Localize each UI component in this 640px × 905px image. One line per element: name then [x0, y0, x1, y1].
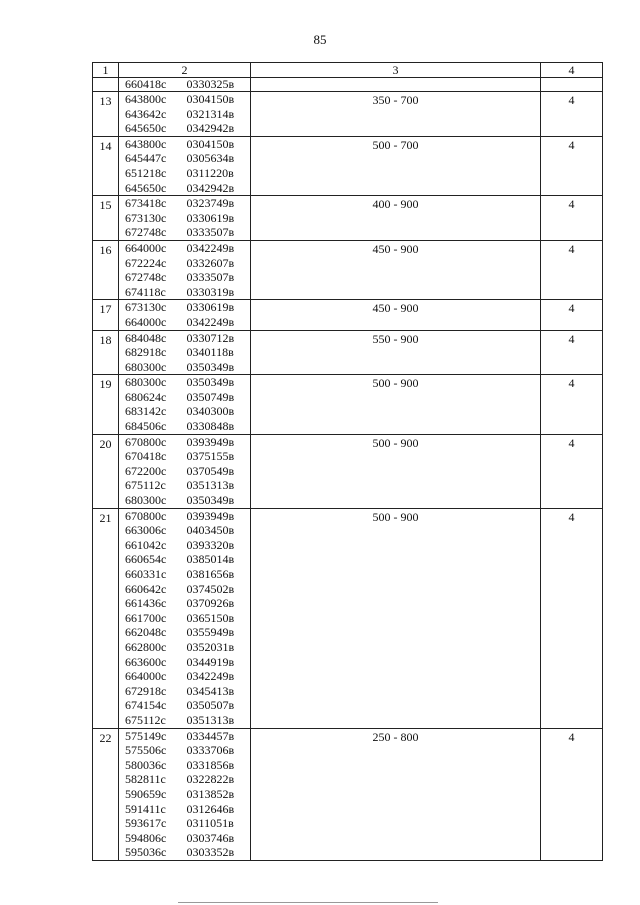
- row-number: 21: [93, 508, 119, 728]
- coordinate-pair: [125, 196, 250, 211]
- latitude-value: 595036с: [125, 845, 167, 860]
- longitude-value: 0323749в: [186, 196, 235, 211]
- row-number: 22: [93, 728, 119, 860]
- coordinate-pair: [125, 256, 250, 271]
- coordinate-pair: [125, 449, 250, 464]
- row-number: 16: [93, 240, 119, 299]
- coordinate-pair: [125, 375, 250, 390]
- coordinates-cell: [119, 728, 251, 860]
- latitude-value: 575149с: [125, 728, 167, 743]
- table-header-row: [93, 63, 603, 78]
- latitude-value: 643800с: [125, 92, 167, 106]
- latitude-value: 663600с: [125, 654, 167, 669]
- longitude-value: 0330848в: [186, 419, 235, 434]
- table-row: [93, 136, 603, 195]
- class-value: 4: [541, 375, 603, 434]
- longitude-value: 0345413в: [186, 683, 235, 698]
- latitude-value: 663006с: [125, 523, 167, 538]
- longitude-value: 0344919в: [186, 654, 235, 669]
- longitude-value: 0385014в: [186, 552, 235, 567]
- longitude-value: 0342249в: [186, 314, 235, 329]
- coordinates-cell: [119, 300, 251, 330]
- class-value: 4: [541, 196, 603, 241]
- latitude-value: 680300с: [125, 493, 167, 508]
- longitude-value: 0313852в: [186, 786, 235, 801]
- class-value: [541, 78, 603, 92]
- latitude-value: 643642с: [125, 106, 167, 121]
- longitude-value: 0342249в: [186, 669, 235, 684]
- row-number: 14: [93, 136, 119, 195]
- longitude-value: 0333706в: [186, 743, 235, 758]
- depth-range: 450 - 900: [251, 300, 541, 330]
- latitude-value: 582811с: [125, 772, 166, 787]
- coordinate-pair: [125, 640, 250, 655]
- latitude-value: 664000с: [125, 314, 167, 329]
- longitude-value: 0355949в: [186, 625, 235, 640]
- class-value: 4: [541, 300, 603, 330]
- coordinate-pair: [125, 435, 250, 450]
- coordinate-pair: [125, 596, 250, 611]
- column-header: 3: [251, 63, 541, 78]
- coordinate-pair: [125, 211, 250, 226]
- coordinates-cell: [119, 508, 251, 728]
- coordinate-pair: [125, 582, 250, 597]
- coordinate-pair: [125, 270, 250, 285]
- longitude-value: 0365150в: [186, 610, 235, 625]
- table-row: [93, 78, 603, 92]
- latitude-value: 591411с: [125, 801, 166, 816]
- latitude-value: 575506с: [125, 743, 167, 758]
- column-header: 1: [93, 63, 119, 78]
- coordinate-pair: [125, 611, 250, 626]
- coordinate-pair: [125, 315, 250, 330]
- coordinate-pair: [125, 684, 250, 699]
- coordinate-pair: [125, 166, 250, 181]
- depth-range: 250 - 800: [251, 728, 541, 860]
- latitude-value: 682918с: [125, 345, 167, 360]
- coordinate-pair: [125, 345, 250, 360]
- depth-range: 350 - 700: [251, 92, 541, 137]
- longitude-value: 0330712в: [186, 330, 235, 345]
- coordinate-pair: [125, 181, 250, 196]
- latitude-value: 661700с: [125, 610, 167, 625]
- coordinate-pair: [125, 478, 250, 493]
- latitude-value: 645650с: [125, 180, 167, 195]
- longitude-value: 0351313в: [186, 478, 235, 493]
- latitude-value: 680624с: [125, 389, 167, 404]
- latitude-value: 680300с: [125, 359, 167, 374]
- row-number: 19: [93, 375, 119, 434]
- column-header: 2: [119, 63, 251, 78]
- latitude-value: 664000с: [125, 669, 167, 684]
- longitude-value: 0374502в: [186, 581, 235, 596]
- longitude-value: 0350349в: [186, 375, 235, 390]
- latitude-value: 672224с: [125, 255, 167, 270]
- latitude-value: 674118с: [125, 284, 166, 299]
- coordinates-cell: [119, 78, 251, 92]
- longitude-value: 0304150в: [186, 92, 235, 106]
- latitude-value: 660642с: [125, 581, 167, 596]
- latitude-value: 670800с: [125, 434, 167, 449]
- class-value: 4: [541, 136, 603, 195]
- depth-range: 550 - 900: [251, 330, 541, 375]
- depth-range: 500 - 900: [251, 508, 541, 728]
- coordinates-cell: [119, 434, 251, 508]
- coordinates-cell: [119, 240, 251, 299]
- latitude-value: 660654с: [125, 552, 167, 567]
- table-body: [93, 78, 603, 861]
- latitude-value: 675112с: [125, 712, 166, 727]
- coordinate-pair: [125, 493, 250, 508]
- longitude-value: 0334457в: [186, 728, 235, 743]
- longitude-value: 0393949в: [186, 508, 235, 523]
- coordinate-pair: [125, 729, 250, 744]
- latitude-value: 594806с: [125, 830, 167, 845]
- longitude-value: 0312646в: [186, 801, 235, 816]
- coordinate-pair: [125, 404, 250, 419]
- coordinate-pair: [125, 787, 250, 802]
- class-value: 4: [541, 92, 603, 137]
- latitude-value: 662800с: [125, 639, 167, 654]
- row-number: [93, 78, 119, 92]
- longitude-value: 0381656в: [186, 567, 235, 581]
- coordinate-pair: [125, 509, 250, 524]
- longitude-value: 0330619в: [186, 300, 235, 315]
- coordinate-pair: [125, 698, 250, 713]
- coordinate-pair: [125, 464, 250, 479]
- row-number: 20: [93, 434, 119, 508]
- longitude-value: 0330325в: [186, 77, 235, 91]
- table-row: [93, 92, 603, 137]
- latitude-value: 662048с: [125, 625, 167, 640]
- depth-range: 500 - 900: [251, 434, 541, 508]
- table-row: [93, 300, 603, 330]
- latitude-value: 672748с: [125, 270, 167, 285]
- class-value: 4: [541, 240, 603, 299]
- table-row: [93, 240, 603, 299]
- depth-range: [251, 78, 541, 92]
- longitude-value: 0403450в: [186, 523, 235, 538]
- depth-range: 400 - 900: [251, 196, 541, 241]
- latitude-value: 661042с: [125, 537, 167, 552]
- latitude-value: 674154с: [125, 698, 167, 713]
- latitude-value: 673418с: [125, 196, 167, 211]
- longitude-value: 0352031в: [186, 639, 235, 654]
- coordinate-pair: [125, 360, 250, 375]
- table-row: [93, 508, 603, 728]
- coordinate-pair: [125, 802, 250, 817]
- coordinates-cell: [119, 92, 251, 137]
- longitude-value: 0311220в: [186, 165, 234, 180]
- depth-range: 450 - 900: [251, 240, 541, 299]
- coordinate-pair: [125, 845, 250, 860]
- coordinate-pair: [125, 772, 250, 787]
- table-row: [93, 196, 603, 241]
- coordinate-pair: [125, 107, 250, 122]
- page-bottom-rule: [178, 902, 438, 903]
- longitude-value: 0304150в: [186, 136, 235, 151]
- depth-range: 500 - 900: [251, 375, 541, 434]
- latitude-value: 672200с: [125, 463, 167, 478]
- latitude-value: 590659с: [125, 786, 167, 801]
- latitude-value: 643800с: [125, 136, 167, 151]
- coordinate-pair: [125, 331, 250, 346]
- latitude-value: 580036с: [125, 757, 167, 772]
- longitude-value: 0340118в: [186, 345, 234, 360]
- longitude-value: 0350749в: [186, 389, 235, 404]
- longitude-value: 0333507в: [186, 225, 235, 240]
- coordinate-pair: [125, 285, 250, 300]
- coordinate-pair: [125, 816, 250, 831]
- coordinates-cell: [119, 196, 251, 241]
- latitude-value: 593617с: [125, 816, 167, 831]
- latitude-value: 670418с: [125, 449, 167, 464]
- coordinates-cell: [119, 375, 251, 434]
- table-row: [93, 434, 603, 508]
- coordinate-pair: [125, 241, 250, 256]
- coordinates-table: [92, 62, 603, 861]
- longitude-value: 0321314в: [186, 106, 235, 121]
- coordinate-pair: [125, 625, 250, 640]
- latitude-value: 661436с: [125, 596, 167, 611]
- longitude-value: 0375155в: [186, 449, 235, 464]
- table-row: [93, 330, 603, 375]
- latitude-value: 664000с: [125, 240, 167, 255]
- latitude-value: 672918с: [125, 683, 167, 698]
- latitude-value: 673130с: [125, 210, 167, 225]
- latitude-value: 645650с: [125, 121, 167, 136]
- coordinate-pair: [125, 552, 250, 567]
- table-row: [93, 728, 603, 860]
- column-header: 4: [541, 63, 603, 78]
- coordinate-pair: [125, 121, 250, 136]
- longitude-value: 0370549в: [186, 463, 235, 478]
- coordinates-cell: [119, 136, 251, 195]
- longitude-value: 0340300в: [186, 404, 235, 419]
- latitude-value: 684048с: [125, 330, 167, 345]
- latitude-value: 675112с: [125, 478, 166, 493]
- longitude-value: 0350349в: [186, 359, 235, 374]
- coordinate-pair: [125, 831, 250, 846]
- longitude-value: 0342942в: [186, 121, 235, 136]
- longitude-value: 0303352в: [186, 845, 235, 860]
- latitude-value: 683142с: [125, 404, 167, 419]
- coordinate-pair: [125, 151, 250, 166]
- longitude-value: 0342249в: [186, 240, 235, 255]
- longitude-value: 0332607в: [186, 255, 235, 270]
- latitude-value: 660418с: [125, 77, 167, 91]
- latitude-value: 684506с: [125, 419, 167, 434]
- coordinate-pair: [125, 92, 250, 107]
- class-value: 4: [541, 728, 603, 860]
- coordinate-pair: [125, 758, 250, 773]
- coordinate-pair: [125, 78, 250, 91]
- page-number: 85: [313, 32, 327, 47]
- latitude-value: 645447с: [125, 151, 167, 166]
- row-number: 15: [93, 196, 119, 241]
- coordinate-pair: [125, 713, 250, 728]
- latitude-value: 672748с: [125, 225, 167, 240]
- coordinate-pair: [125, 419, 250, 434]
- latitude-value: 673130с: [125, 300, 167, 315]
- coordinate-pair: [125, 538, 250, 553]
- longitude-value: 0333507в: [186, 270, 235, 285]
- longitude-value: 0350349в: [186, 493, 235, 508]
- longitude-value: 0331856в: [186, 757, 235, 772]
- coordinates-cell: [119, 330, 251, 375]
- longitude-value: 0393949в: [186, 434, 235, 449]
- row-number: 18: [93, 330, 119, 375]
- latitude-value: 651218с: [125, 165, 167, 180]
- row-number: 13: [93, 92, 119, 137]
- coordinate-pair: [125, 523, 250, 538]
- longitude-value: 0311051в: [186, 816, 234, 831]
- row-number: 17: [93, 300, 119, 330]
- longitude-value: 0351313в: [186, 712, 235, 727]
- longitude-value: 0305634в: [186, 151, 235, 166]
- longitude-value: 0370926в: [186, 596, 235, 611]
- longitude-value: 0322822в: [186, 772, 235, 787]
- longitude-value: 0330319в: [186, 284, 235, 299]
- coordinate-pair: [125, 669, 250, 684]
- latitude-value: 660331с: [125, 567, 167, 581]
- coordinate-pair: [125, 567, 250, 582]
- longitude-value: 0330619в: [186, 210, 235, 225]
- longitude-value: 0350507в: [186, 698, 235, 713]
- coordinate-pair: [125, 137, 250, 152]
- longitude-value: 0303746в: [186, 830, 235, 845]
- depth-range: 500 - 700: [251, 136, 541, 195]
- table-row: [93, 375, 603, 434]
- latitude-value: 680300с: [125, 375, 167, 390]
- longitude-value: 0393320в: [186, 537, 235, 552]
- class-value: 4: [541, 434, 603, 508]
- coordinate-pair: [125, 743, 250, 758]
- longitude-value: 0342942в: [186, 180, 235, 195]
- coordinate-pair: [125, 655, 250, 670]
- coordinate-pair: [125, 300, 250, 315]
- class-value: 4: [541, 508, 603, 728]
- coordinate-pair: [125, 225, 250, 240]
- class-value: 4: [541, 330, 603, 375]
- latitude-value: 670800с: [125, 508, 167, 523]
- coordinate-pair: [125, 390, 250, 405]
